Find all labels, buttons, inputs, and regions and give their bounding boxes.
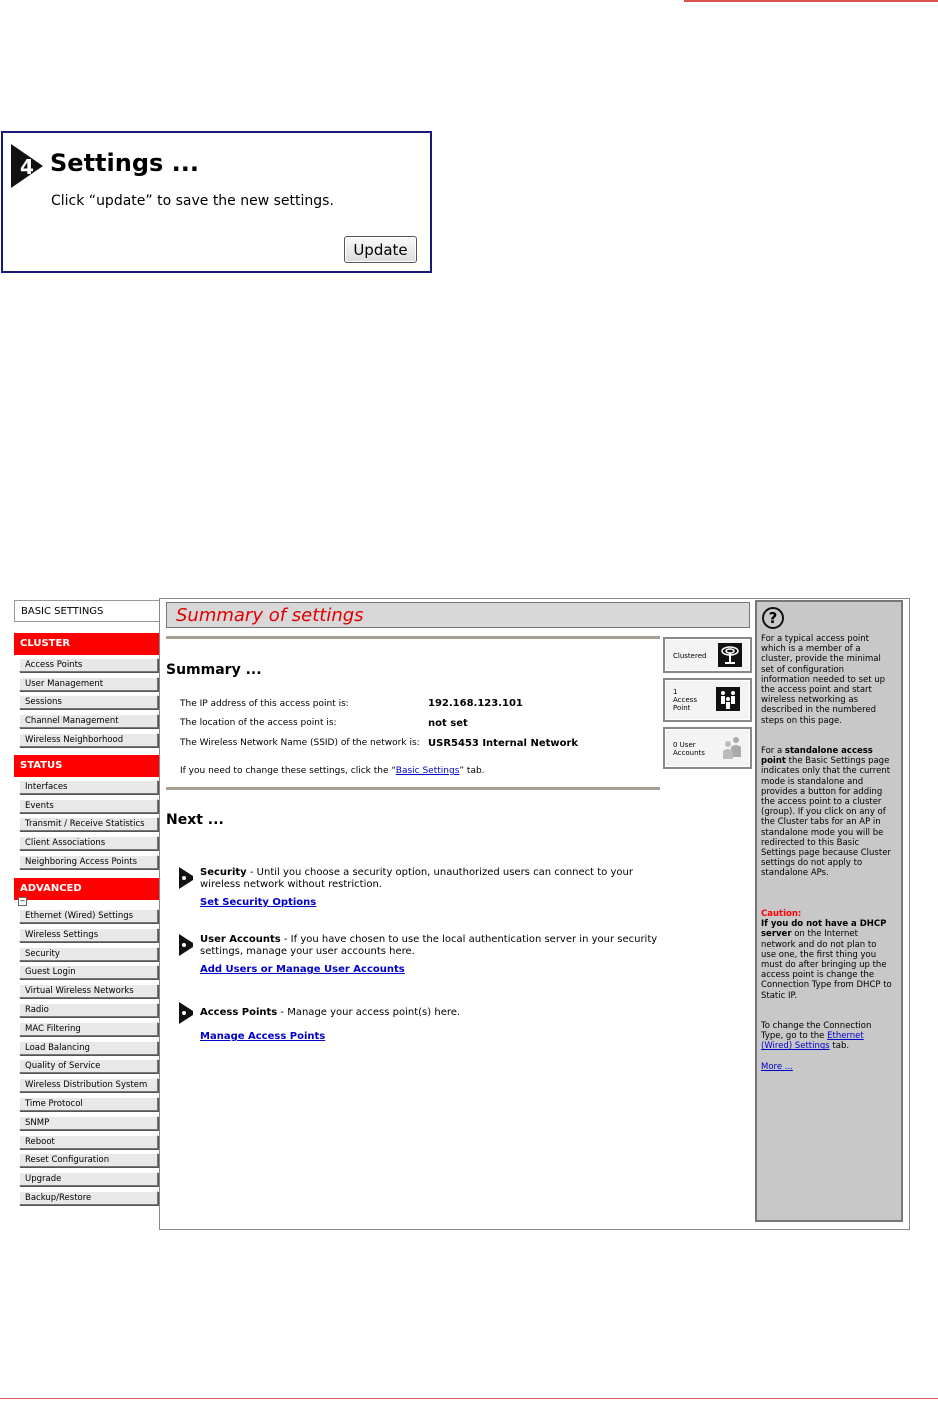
access-points-description: Access Points - Manage your access point(s) here. [200, 1007, 461, 1018]
top-rule [684, 0, 938, 2]
page-title: Summary of settings [176, 605, 364, 626]
location-label: The location of the access point is: [180, 718, 337, 728]
nav-item-security[interactable]: Security [19, 947, 158, 961]
collapse-icon[interactable]: − [19, 897, 26, 905]
tab-advanced[interactable]: ADVANCED [14, 878, 160, 900]
ssid-value: USR5453 Internal Network [428, 738, 579, 749]
nav-item-client-associations[interactable]: Client Associations [19, 836, 158, 850]
nav-item-virtual-wireless-networks[interactable]: Virtual Wireless Networks [19, 984, 158, 998]
user-accounts-count: 0 User Accounts [673, 741, 705, 757]
nav-item-transmit-receive-statistics[interactable]: Transmit / Receive Statistics [19, 817, 158, 831]
clustered-status-box[interactable] [663, 637, 752, 673]
update-button[interactable]: Update [344, 236, 417, 263]
basic-settings-link[interactable]: Basic Settings [395, 766, 460, 776]
nav-item-events[interactable]: Events [19, 799, 158, 813]
help-paragraph-cluster: For a typical access point which is a member of a cluster, provide the minimal set of configuration information needed to set up the access point and start wireless networking as described in the numbered steps on this page. [761, 634, 886, 726]
nav-item-time-protocol[interactable]: Time Protocol [19, 1097, 158, 1111]
nav-item-access-points[interactable]: Access Points [19, 658, 158, 672]
bottom-rule [0, 1398, 938, 1399]
nav-item-wireless-settings[interactable]: Wireless Settings [19, 928, 158, 942]
nav-item-backup-restore[interactable]: Backup/Restore [19, 1191, 158, 1205]
access-point-count: 1 Access Point [673, 688, 697, 712]
user-accounts-description: User Accounts - If you have chosen to use the local authentication server in your security settings, manage your user accounts here. [200, 934, 658, 957]
nav-item-sessions[interactable]: Sessions [19, 695, 158, 709]
nav-item-radio[interactable]: Radio [19, 1003, 158, 1017]
svg-text:4: 4 [20, 155, 34, 179]
nav-item-wireless-neighborhood[interactable]: Wireless Neighborhood [19, 733, 158, 747]
nav-item-quality-of-service[interactable]: Quality of Service [19, 1059, 158, 1073]
summary-heading: Summary ... [166, 662, 262, 678]
antenna-icon [718, 643, 742, 667]
nav-item-ethernet-settings[interactable]: Ethernet (Wired) Settings [19, 909, 158, 923]
nav-item-reset-configuration[interactable]: Reset Configuration [19, 1153, 158, 1167]
help-question-icon: ? [762, 607, 784, 629]
security-description: Security - Until you choose a security option, unauthorized users can connect to your wireless network without restriction. [200, 867, 633, 890]
settings-instruction: Click “update” to save the new settings. [51, 193, 334, 209]
nav-item-mac-filtering[interactable]: MAC Filtering [19, 1022, 158, 1036]
divider-top [166, 636, 660, 639]
clustered-label: Clustered [673, 652, 707, 660]
nav-item-wireless-distribution-system[interactable]: Wireless Distribution System [19, 1078, 158, 1092]
nav-item-interfaces[interactable]: Interfaces [19, 780, 158, 794]
arrow-bullet-icon [178, 1001, 194, 1025]
next-heading: Next ... [166, 812, 224, 828]
tab-cluster[interactable]: CLUSTER [14, 633, 160, 655]
nav-item-user-management[interactable]: User Management [19, 677, 158, 691]
arrow-bullet-icon [178, 866, 194, 890]
ip-address-value: 192.168.123.101 [428, 698, 523, 709]
help-paragraph-caution: Caution: If you do not have a DHCP server on the Internet network and do not plan to use one, the first thing you must do after bringing up the access point is change the Connection Type from DHCP to Static IP. [761, 909, 892, 1001]
access-point-status-box[interactable] [663, 678, 752, 722]
nav-item-load-balancing[interactable]: Load Balancing [19, 1041, 158, 1055]
step-4-marker-icon [11, 144, 43, 188]
location-value: not set [428, 718, 468, 729]
access-points-icon [716, 687, 740, 711]
help-paragraph-standalone: For a standalone access point the Basic Settings page indicates only that the current mode is standalone and provides a button for adding the access point to a cluster (group). If you click on any of the Cluster tabs for an AP in standalone mode you will be redirected to this Basic Settings page because Cluster settings do not apply to standalone APs. [761, 746, 891, 879]
set-security-options-link[interactable]: Set Security Options [200, 897, 317, 908]
nav-item-guest-login[interactable]: Guest Login [19, 965, 158, 979]
users-icon [720, 735, 744, 759]
user-accounts-status-box[interactable] [663, 727, 752, 769]
tab-status[interactable]: STATUS [14, 755, 160, 777]
tab-basic-settings[interactable]: BASIC SETTINGS [14, 600, 160, 622]
ssid-label: The Wireless Network Name (SSID) of the network is: [180, 738, 420, 748]
ip-address-label: The IP address of this access point is: [180, 699, 349, 709]
nav-item-reboot[interactable]: Reboot [19, 1135, 158, 1149]
settings-title: Settings ... [50, 149, 199, 177]
nav-item-snmp[interactable]: SNMP [19, 1116, 158, 1130]
nav-item-channel-management[interactable]: Channel Management [19, 714, 158, 728]
ethernet-settings-link[interactable]: Ethernet (Wired) Settings [761, 1031, 864, 1052]
manage-user-accounts-link[interactable]: Add Users or Manage User Accounts [200, 964, 405, 975]
more-link[interactable]: More ... [761, 1062, 793, 1072]
change-settings-text: If you need to change these settings, click the “Basic Settings” tab. [180, 766, 485, 776]
help-paragraph-connection-type: To change the Connection Type, go to the Ethernet (Wired) Settings tab. [761, 1021, 872, 1052]
arrow-bullet-icon [178, 933, 194, 957]
nav-item-neighboring-access-points[interactable]: Neighboring Access Points [19, 855, 158, 869]
nav-item-upgrade[interactable]: Upgrade [19, 1172, 158, 1186]
manage-access-points-link[interactable]: Manage Access Points [200, 1031, 326, 1042]
divider-bottom [166, 787, 660, 790]
